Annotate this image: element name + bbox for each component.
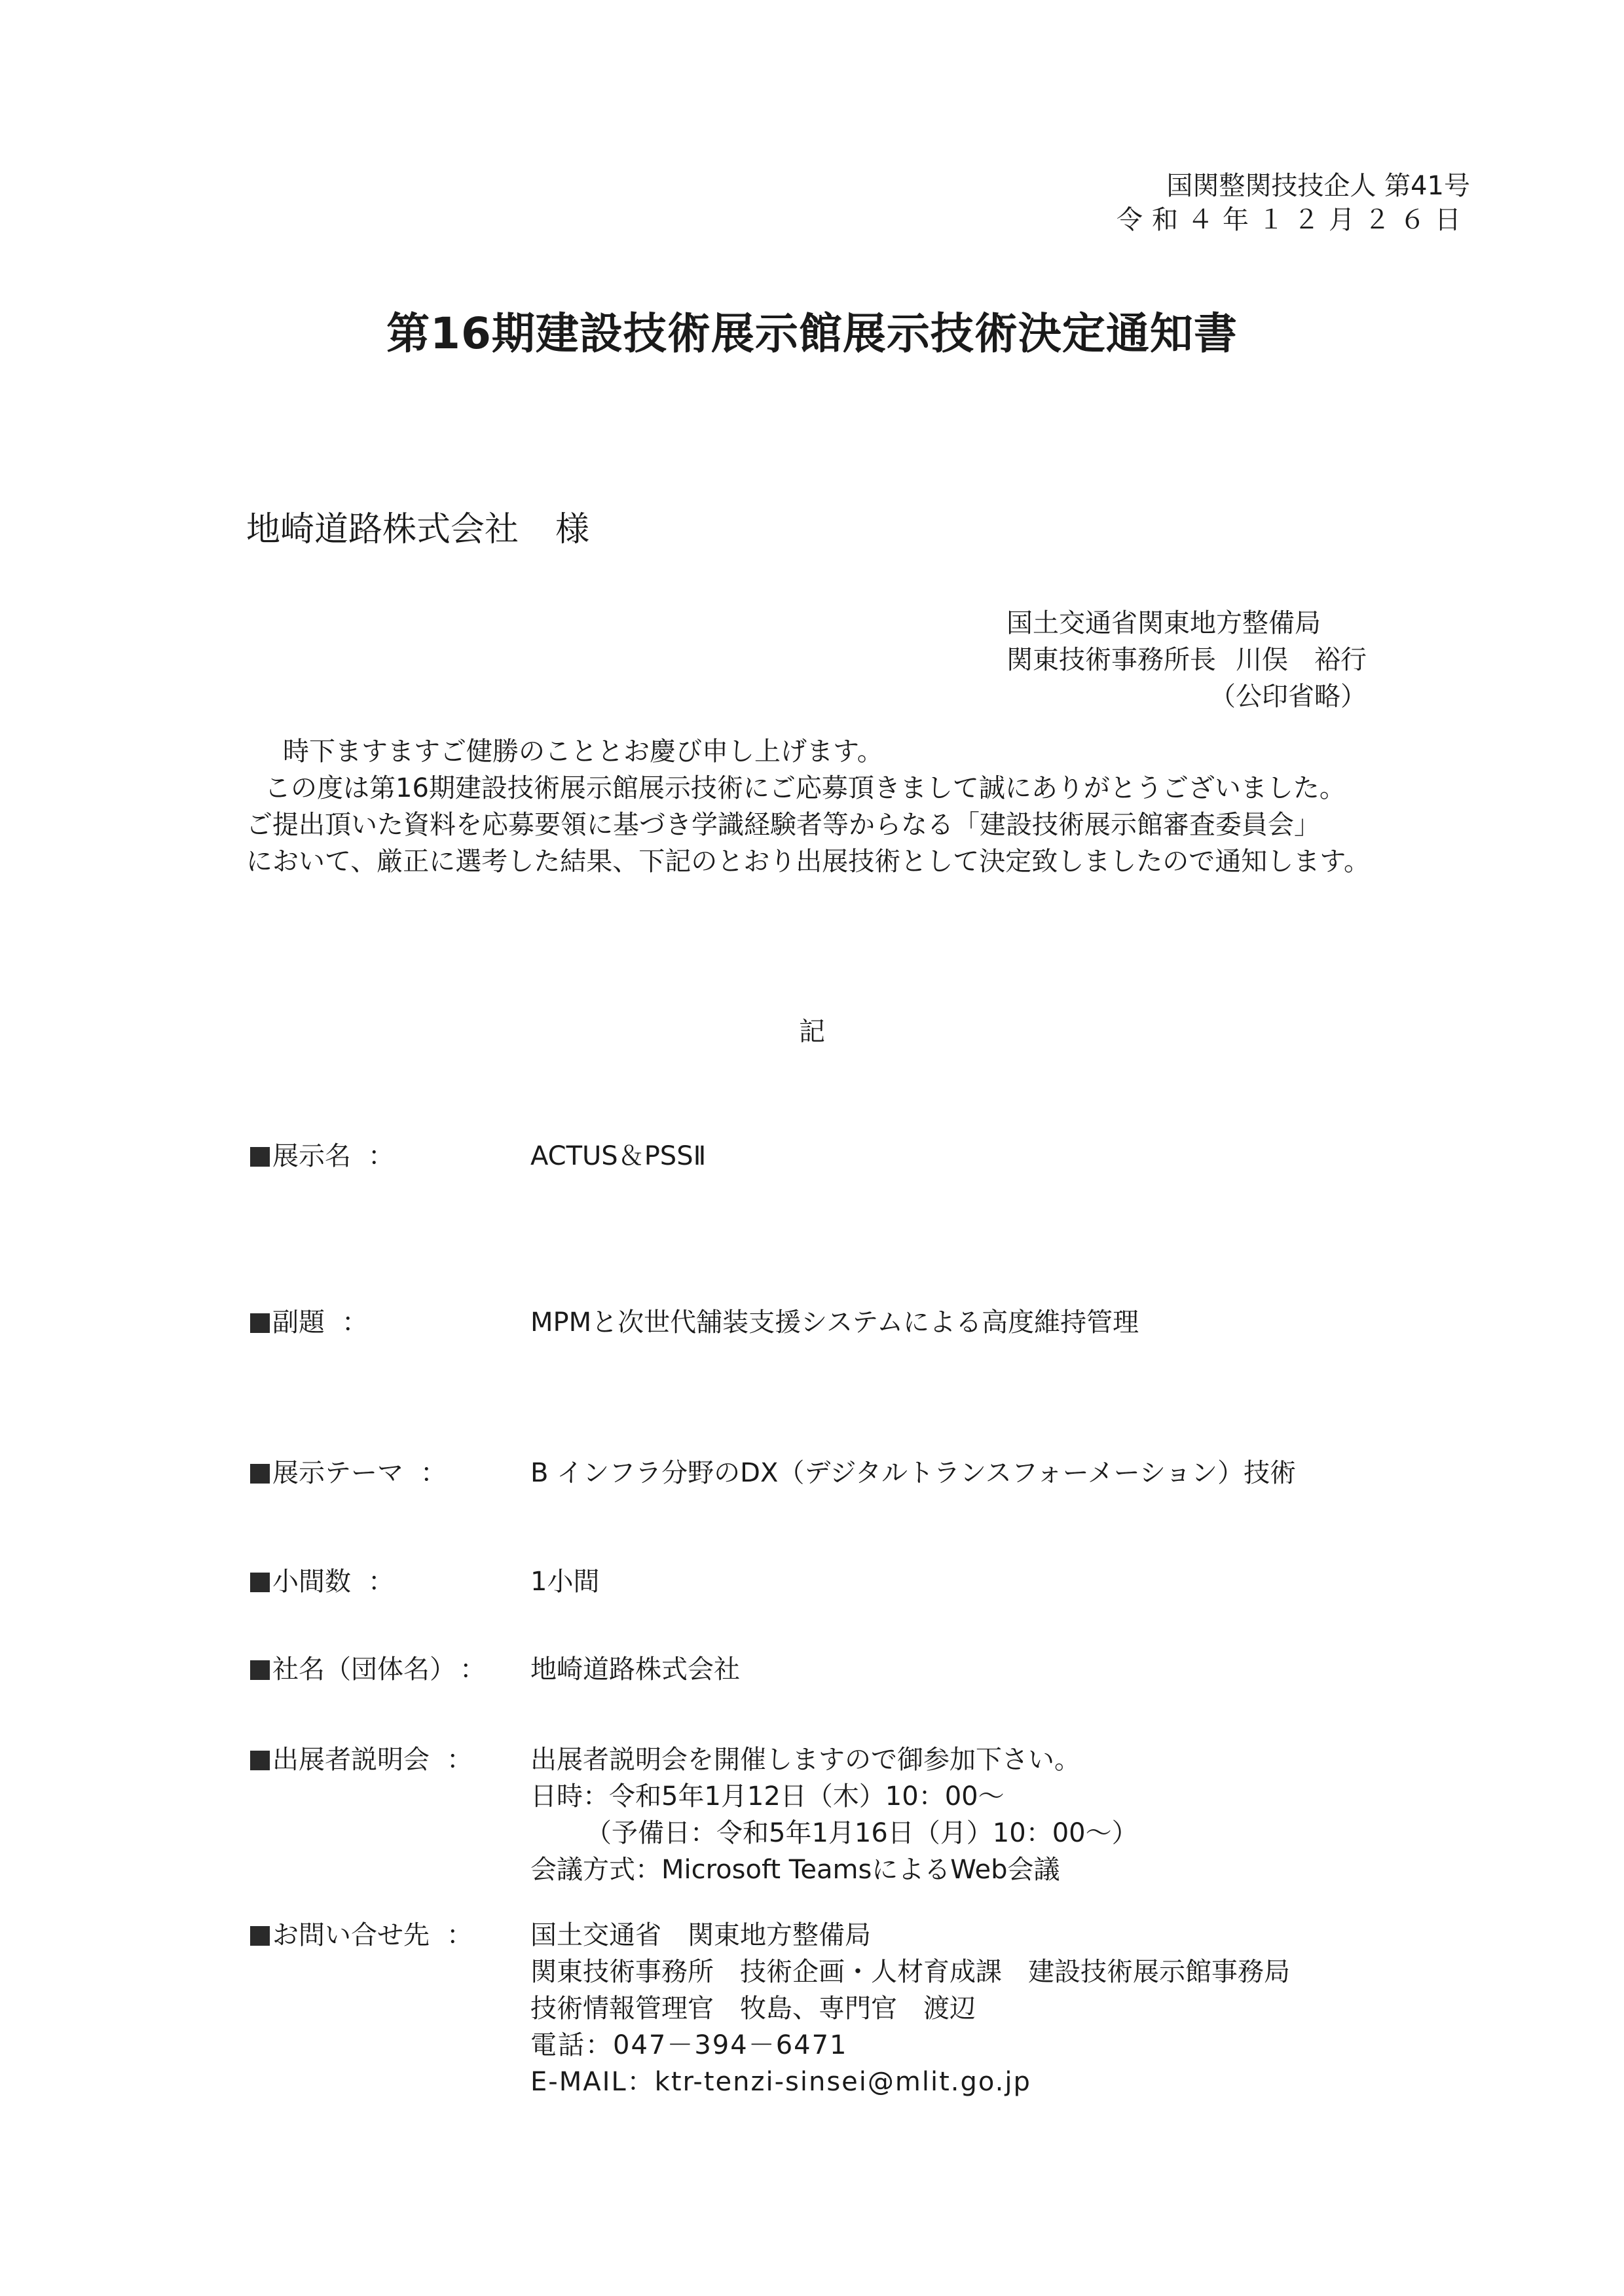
sender-organization: 国土交通省関東地方整備局: [1006, 608, 1321, 638]
item-label: 出展者説明会 ：: [250, 1741, 473, 1778]
contact-org: 国土交通省 関東地方整備局: [530, 1920, 871, 1950]
document-title: 第16期建設技術展示館展示技術決定通知書: [386, 308, 1238, 359]
item-label: 社名（団体名） ：: [250, 1651, 486, 1688]
body-text: [246, 733, 1399, 880]
body-line: ご提出頂いた資料を応募要領に基づき学識経験者等からなる「建設技術展示館審査委員会」: [246, 810, 1320, 840]
item-label: 展示テーマ ：: [250, 1455, 447, 1491]
square-bullet-icon: [250, 1464, 270, 1484]
item-label: お問い合せ先 ：: [250, 1917, 473, 1954]
sender-position: 関東技術事務所長: [1006, 645, 1216, 675]
item-label: 展示名 ：: [250, 1138, 394, 1175]
item-label: 小間数 ：: [250, 1563, 394, 1600]
item-label: 副題 ：: [250, 1304, 368, 1341]
contact-phone: 電話：047－394－6471: [530, 2030, 848, 2060]
addressee-honorific: 様: [555, 510, 590, 549]
briefing-datetime: 日時：令和5年1月12日（木）10：00～: [530, 1781, 1005, 1812]
item-value: ACTUS＆PSSⅡ: [530, 1141, 707, 1171]
addressee-name: 地崎道路株式会社: [246, 510, 519, 549]
briefing-backup-date: （予備日：令和5年1月16日（月）10：00～）: [585, 1818, 1138, 1848]
item-value: [530, 1741, 1138, 1888]
square-bullet-icon: [250, 1313, 270, 1333]
item-value: B インフラ分野のDX（デジタルトランスフォーメーション）技術: [530, 1458, 1297, 1488]
sender-block: [1006, 605, 1367, 715]
greeting-line: 時下ますますご健勝のこととお慶び申し上げます。: [283, 737, 883, 767]
body-line: において、厳正に選考した結果、下記のとおり出展技術として決定致しましたので通知します。: [246, 847, 1370, 877]
item-value: 1小間: [530, 1567, 600, 1597]
item-value: [530, 1917, 1290, 2100]
sender-name: 川俣 裕行: [1236, 645, 1367, 675]
item-value: MPMと次世代舗装支援システムによる高度維持管理: [530, 1307, 1139, 1338]
ki-heading: 記: [799, 1017, 825, 1047]
document-date: 令和４年１２月２６日: [1116, 205, 1470, 235]
seal-note: （公印省略）: [1209, 682, 1367, 712]
contact-persons: 技術情報管理官 牧島、専門官 渡辺: [530, 1994, 976, 2024]
square-bullet-icon: [250, 1926, 270, 1946]
contact-department: 関東技術事務所 技術企画・人材育成課 建設技術展示館事務局: [530, 1957, 1290, 1987]
item-value: 地崎道路株式会社: [530, 1654, 740, 1685]
square-bullet-icon: [250, 1573, 270, 1592]
square-bullet-icon: [250, 1660, 270, 1680]
square-bullet-icon: [250, 1147, 270, 1167]
body-line: この度は第16期建設技術展示館展示技術にご応募頂きまして誠にありがとうございました。: [265, 773, 1346, 803]
addressee: [246, 501, 589, 551]
document-reference: [1116, 169, 1470, 237]
square-bullet-icon: [250, 1751, 270, 1770]
contact-email: E-MAIL：ktr-tenzi-sinsei@mlit.go.jp: [530, 2067, 1031, 2097]
briefing-method: 会議方式：Microsoft TeamsによるWeb会議: [530, 1855, 1060, 1885]
briefing-line: 出展者説明会を開催しますので御参加下さい。: [530, 1745, 1080, 1775]
document-number: 国関整関技技企人 第41号: [1166, 171, 1470, 201]
